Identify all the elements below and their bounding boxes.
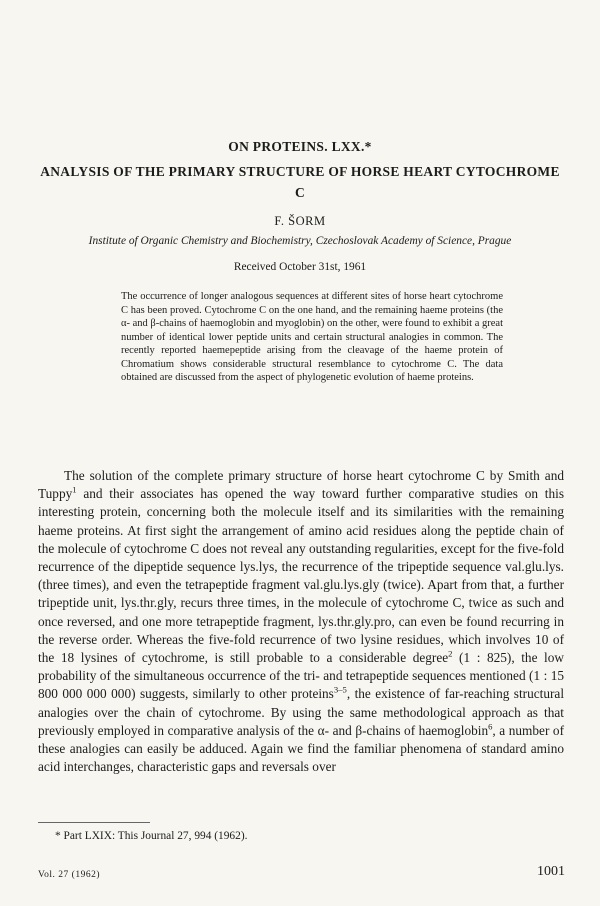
- page-number: 1001: [537, 864, 565, 879]
- body-segment: and their associates has opened the way toward further comparative studies on this interesting protein, concerning both the molecule itself and its similarities with the remaining haeme proteins. At first sight the arrangement of amino acid residues along the peptide chain of the molecule of cytochrome C does not reveal any outstanding regularities, except for the five-fold recurrence of the dipeptide sequence lys.lys, the recurrence of the tripeptide sequence val.glu.lys. (three times), and even the tetrapeptide fragment val.glu.lys.gly (twice). Apart from that, a further tripeptide unit, lys.thr.gly, recurs three times, in the molecule of cytochrome C, twice as such and once reversed, and one more tetrapeptide fragment, lys.thr.gly.pro, can even be found recurring in the reverse order. Whereas the five-fold recurrence of two lysine residues, which involves 10 of the 18 lysines of cytochrome, is still probable to a considerable degree: [38, 486, 564, 666]
- body-segment: , the existence of far-reaching structural analogies over the chain of cytochrome. By using the same methodological approach as that previously employed in comparative analysis of the α- and β-chains of haemoglobin: [38, 686, 565, 738]
- reference-marker: 3–5: [333, 685, 347, 696]
- abstract: The occurrence of longer analogous sequences at different sites of horse heart cytochrome C has been proved. Cytochrome C on the one hand, and the remaining haeme proteins (the α- and β-chains of haemoglobin and myoglobin) on the other, were found to exhibit a great number of identical lower peptide units and certain structural analogies in common. The recently reported haemepeptide arising from the cleavage of the haeme protein of Chromatium shows considerable structural resemblance to cytochrome C. The data obtained are discussed from the aspect of phylogenetic evolution of haeme proteins.: [121, 291, 503, 383]
- reference-marker: 6: [488, 721, 493, 732]
- reference-marker: 2: [448, 648, 453, 659]
- series-title: ON PROTEINS. LXX.*: [228, 139, 372, 154]
- author: F. ŠORM: [274, 214, 326, 228]
- body-text: [38, 467, 564, 776]
- body-segment: , a number of these analogies can easily be adduced. Again we find the familiar phenomena of standard amino acid interchanges, characteristic gaps and reversals over: [38, 722, 564, 775]
- footnote: * Part LXIX: This Journal 27, 994 (1962).: [55, 830, 248, 842]
- reference-marker: 1: [72, 484, 77, 495]
- footnote-divider: [38, 822, 150, 823]
- body-paragraph: [38, 467, 564, 776]
- affiliation: Institute of Organic Chemistry and Biochemistry, Czechoslovak Academy of Science, Prague: [88, 235, 512, 247]
- article-title: ANALYSIS OF THE PRIMARY STRUCTURE OF HORSE HEART CYTOCHROME C: [40, 164, 560, 200]
- body-segment: (1 : 825), the low probability of the simultaneous occurrence of the tri- and tetrapeptide sequences mentioned (1 : 15 800 000 000 000) suggests, similarly to other proteins: [38, 650, 564, 702]
- volume-label: Vol. 27 (1962): [38, 870, 100, 880]
- received-date: Received October 31st, 1961: [233, 261, 367, 273]
- body-segment: The solution of the complete primary structure of horse heart cytochrome C by Smith and Tuppy: [38, 468, 564, 502]
